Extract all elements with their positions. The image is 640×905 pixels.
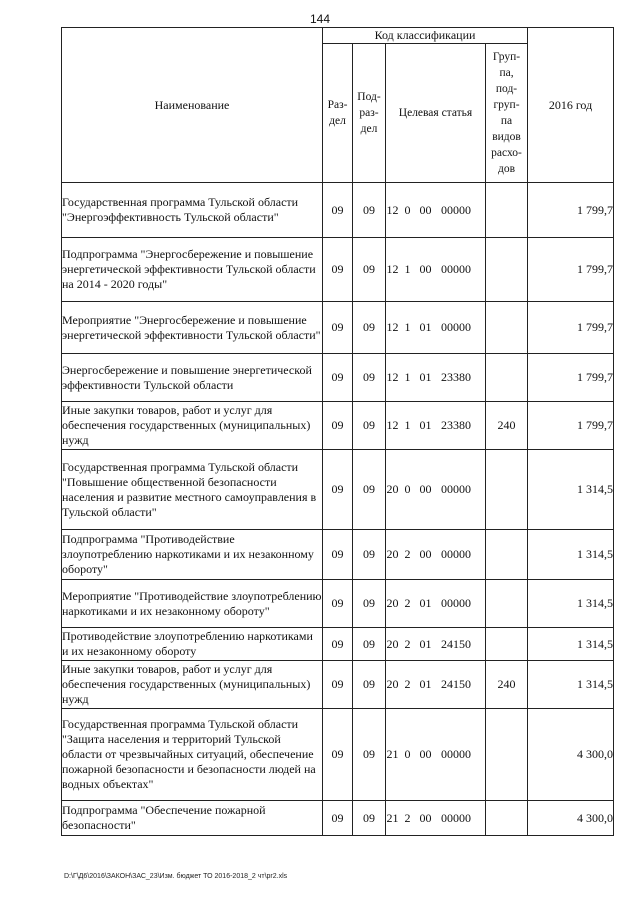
page-number: 144 <box>309 12 331 26</box>
table-row <box>62 709 614 801</box>
target-direction: 00000 <box>441 547 471 561</box>
target-measure: 00 <box>419 747 432 761</box>
target-subprogram: 2 <box>404 596 411 610</box>
row-amount: 1 314,5 <box>528 628 614 661</box>
row-expense-group <box>486 709 528 801</box>
target-direction: 00000 <box>441 747 471 761</box>
header-row <box>62 28 614 44</box>
row-expense-group <box>486 450 528 530</box>
row-target-article <box>386 628 486 661</box>
target-subprogram: 1 <box>404 262 411 276</box>
target-direction: 23380 <box>441 370 471 384</box>
row-amount: 1 799,7 <box>528 183 614 238</box>
row-expense-group <box>486 302 528 354</box>
table-row <box>62 238 614 302</box>
target-measure: 01 <box>419 677 432 691</box>
target-measure: 00 <box>419 482 432 496</box>
row-subsection: 09 <box>353 801 386 836</box>
row-name: Иные закупки товаров, работ и услуг для обеспечения государственных (муниципальных) нужд <box>62 402 323 450</box>
row-amount: 1 799,7 <box>528 402 614 450</box>
row-target-article <box>386 450 486 530</box>
table-body <box>62 183 614 836</box>
row-section: 09 <box>323 530 353 580</box>
target-program: 12 <box>386 418 399 432</box>
target-measure: 00 <box>419 202 432 217</box>
row-section: 09 <box>323 661 353 709</box>
row-amount: 1 314,5 <box>528 580 614 628</box>
table-row <box>62 530 614 580</box>
target-measure: 01 <box>419 418 432 432</box>
row-subsection: 09 <box>353 709 386 801</box>
row-name: Подпрограмма "Противодействие злоупотреблению наркотиками и их незаконному обороту" <box>62 530 323 580</box>
row-name: Иные закупки товаров, работ и услуг для обеспечения государственных (муниципальных) нужд <box>62 661 323 709</box>
target-direction: 00000 <box>441 262 471 276</box>
target-program: 20 <box>386 677 399 691</box>
row-target-article <box>386 580 486 628</box>
target-direction: 00000 <box>441 596 471 610</box>
target-subprogram: 0 <box>404 482 411 496</box>
row-subsection: 09 <box>353 402 386 450</box>
target-direction: 24150 <box>441 636 471 651</box>
row-expense-group <box>486 530 528 580</box>
header-section <box>323 44 353 183</box>
row-name: Мероприятие "Энергосбережение и повышение энергетической эффективности Тульской области" <box>62 302 323 354</box>
target-measure: 01 <box>419 320 432 334</box>
target-measure: 01 <box>419 636 432 651</box>
target-program: 21 <box>386 810 399 825</box>
target-direction: 00000 <box>441 320 471 334</box>
row-name: Государственная программа Тульской области "Энергоэффективность Тульской области" <box>62 183 323 238</box>
row-amount: 1 799,7 <box>528 302 614 354</box>
row-subsection: 09 <box>353 628 386 661</box>
row-name: Мероприятие "Противодействие злоупотреблению наркотиками и их незаконному обороту" <box>62 580 323 628</box>
header-name: Наименование <box>62 28 323 183</box>
row-section: 09 <box>323 801 353 836</box>
row-target-article <box>386 661 486 709</box>
target-direction: 00000 <box>441 482 471 496</box>
target-measure: 01 <box>419 596 432 610</box>
target-program: 12 <box>386 320 399 334</box>
header-year: 2016 год <box>528 28 614 183</box>
target-subprogram: 2 <box>404 547 411 561</box>
header-target-article: Целевая статья <box>386 44 486 183</box>
target-program: 20 <box>386 596 399 610</box>
budget-table <box>61 27 614 836</box>
row-name: Противодействие злоупотреблению наркотиками и их незаконному обороту <box>62 628 323 661</box>
target-measure: 01 <box>419 370 432 384</box>
row-section: 09 <box>323 302 353 354</box>
row-amount: 1 799,7 <box>528 238 614 302</box>
row-target-article <box>386 354 486 402</box>
row-target-article <box>386 302 486 354</box>
row-name: Энергосбережение и повышение энергетической эффективности Тульской области <box>62 354 323 402</box>
row-expense-group <box>486 238 528 302</box>
target-subprogram: 1 <box>404 320 411 334</box>
row-section: 09 <box>323 709 353 801</box>
table-row <box>62 628 614 661</box>
table-row <box>62 402 614 450</box>
target-subprogram: 0 <box>404 747 411 761</box>
row-amount: 1 314,5 <box>528 450 614 530</box>
target-measure: 00 <box>419 547 432 561</box>
header-expense-group-text: Груп- па, под- груп- па видов расхо- дов <box>491 51 522 175</box>
row-expense-group: 240 <box>486 402 528 450</box>
row-target-article <box>386 183 486 238</box>
target-subprogram: 0 <box>404 202 411 217</box>
row-section: 09 <box>323 354 353 402</box>
target-subprogram: 2 <box>404 636 411 651</box>
row-target-article <box>386 801 486 836</box>
row-target-article <box>386 530 486 580</box>
row-section: 09 <box>323 450 353 530</box>
row-amount: 1 314,5 <box>528 661 614 709</box>
table-row <box>62 580 614 628</box>
row-section: 09 <box>323 183 353 238</box>
row-expense-group <box>486 354 528 402</box>
row-subsection: 09 <box>353 530 386 580</box>
row-amount: 1 799,7 <box>528 354 614 402</box>
row-expense-group <box>486 183 528 238</box>
target-subprogram: 1 <box>404 418 411 432</box>
row-target-article <box>386 238 486 302</box>
row-target-article <box>386 402 486 450</box>
target-program: 20 <box>386 547 399 561</box>
target-program: 21 <box>386 747 399 761</box>
table-row <box>62 354 614 402</box>
header-section-text: Раз- дел <box>327 99 348 127</box>
row-expense-group <box>486 628 528 661</box>
header-subsection <box>353 44 386 183</box>
row-amount: 4 300,0 <box>528 709 614 801</box>
header-subsection-text: Под- раз- дел <box>357 91 381 135</box>
row-section: 09 <box>323 238 353 302</box>
row-name: Государственная программа Тульской области "Защита населения и территорий Тульской области от чрезвычайных ситуаций, обеспечение пожарной безопасности и безопасности людей на водных объектах" <box>62 709 323 801</box>
row-section: 09 <box>323 402 353 450</box>
row-section: 09 <box>323 580 353 628</box>
table-row <box>62 183 614 238</box>
target-program: 12 <box>386 202 399 217</box>
table-row <box>62 450 614 530</box>
target-direction: 00000 <box>441 202 471 217</box>
target-subprogram: 2 <box>404 810 411 825</box>
row-name: Подпрограмма "Энергосбережение и повышение энергетической эффективности Тульской области на 2014 - 2020 годы" <box>62 238 323 302</box>
row-name: Государственная программа Тульской области "Повышение общественной безопасности населения и развитие местного самоуправления в Тульской области" <box>62 450 323 530</box>
row-expense-group <box>486 580 528 628</box>
file-path-footer: D:\Г\Д6\2016\ЗАКОН\ЗАС_23\Изм. бюджет ТО 2016-2018_2 чт\рr2.xls <box>64 873 288 880</box>
target-subprogram: 1 <box>404 370 411 384</box>
target-direction: 23380 <box>441 418 471 432</box>
row-expense-group: 240 <box>486 661 528 709</box>
row-subsection: 09 <box>353 580 386 628</box>
header-expense-group <box>486 44 528 183</box>
row-subsection: 09 <box>353 238 386 302</box>
row-subsection: 09 <box>353 183 386 238</box>
target-program: 20 <box>386 482 399 496</box>
row-subsection: 09 <box>353 450 386 530</box>
target-measure: 00 <box>419 810 432 825</box>
row-name: Подпрограмма "Обеспечение пожарной безопасности" <box>62 801 323 836</box>
row-subsection: 09 <box>353 661 386 709</box>
target-direction: 00000 <box>441 810 471 825</box>
table-row <box>62 302 614 354</box>
row-subsection: 09 <box>353 354 386 402</box>
target-program: 12 <box>386 262 399 276</box>
row-amount: 1 314,5 <box>528 530 614 580</box>
table-row <box>62 661 614 709</box>
row-amount: 4 300,0 <box>528 801 614 836</box>
row-target-article <box>386 709 486 801</box>
header-classification: Код классификации <box>323 28 528 44</box>
row-subsection: 09 <box>353 302 386 354</box>
row-expense-group <box>486 801 528 836</box>
target-program: 20 <box>386 636 399 651</box>
table-row <box>62 801 614 836</box>
target-program: 12 <box>386 370 399 384</box>
target-subprogram: 2 <box>404 677 411 691</box>
row-section: 09 <box>323 628 353 661</box>
target-direction: 24150 <box>441 677 471 691</box>
target-measure: 00 <box>419 262 432 276</box>
